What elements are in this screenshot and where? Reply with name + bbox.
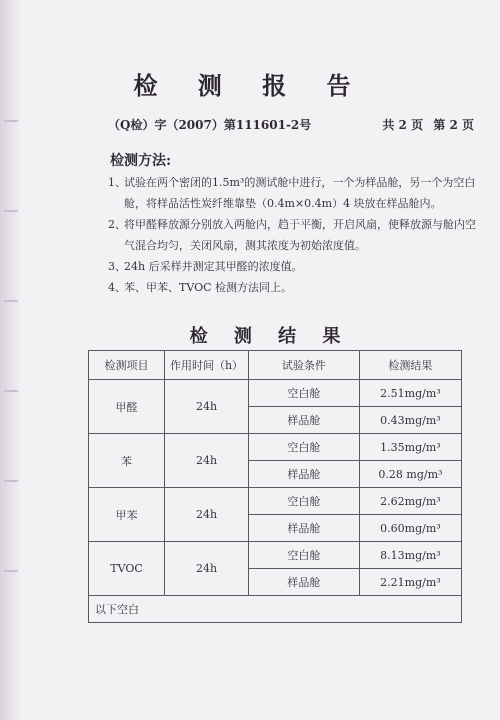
duration: 24h xyxy=(165,542,249,596)
page-info xyxy=(376,116,474,133)
test-item: 甲醛 xyxy=(89,380,165,434)
report-title: 检 测 报 告 xyxy=(133,71,367,100)
table-row xyxy=(89,434,462,461)
result-value: 0.43mg/m³ xyxy=(359,407,461,434)
condition: 样品舱 xyxy=(248,407,359,434)
result-value: 1.35mg/m³ xyxy=(359,434,461,461)
duration: 24h xyxy=(165,380,249,434)
method-item-number: 1、 xyxy=(108,176,126,189)
results-heading: 检 测 结 果 xyxy=(189,326,351,347)
header-condition: 试验条件 xyxy=(248,351,359,380)
method-heading: 检测方法: xyxy=(110,153,172,169)
method-item-number: 4、 xyxy=(108,281,126,294)
duration: 24h xyxy=(165,434,249,488)
method-item xyxy=(108,214,480,256)
method-item-text: 将甲醛释放源分别放入两舱内，趋于平衡，开启风扇，使释放源与舱内空 xyxy=(124,218,476,231)
method-item-text: 苯、甲苯、TVOC 检测方法同上。 xyxy=(124,281,293,294)
condition: 空白舱 xyxy=(248,380,359,407)
table-row xyxy=(89,542,462,569)
method-item-text: 24h 后采样并测定其甲醛的浓度值。 xyxy=(124,260,303,273)
results-table xyxy=(88,350,462,623)
method-item xyxy=(108,277,480,298)
method-item-number: 3、 xyxy=(108,260,126,273)
table-footer-row xyxy=(89,596,462,623)
result-value: 0.28 mg/m³ xyxy=(359,461,461,488)
page-current: 第 2 页 xyxy=(433,118,474,132)
test-item: 苯 xyxy=(89,434,165,488)
table-header-row xyxy=(89,351,462,380)
header-time: 作用时间（h） xyxy=(165,351,249,380)
header-item: 检测项目 xyxy=(89,351,165,380)
method-item-text-continued: 舱，将样品活性炭纤维靠垫（0.4m×0.4m）4 块放在样品舱内。 xyxy=(124,197,442,210)
method-item-number: 2、 xyxy=(108,218,126,231)
document-number: （Q检）字（2007）第111601-2号 xyxy=(108,118,312,132)
table-row xyxy=(89,488,462,515)
method-item xyxy=(108,172,480,214)
page-total: 共 2 页 xyxy=(382,118,424,132)
method-item-text-continued: 气混合均匀，关闭风扇，测其浓度为初始浓度值。 xyxy=(124,239,366,252)
result-value: 2.51mg/m³ xyxy=(359,380,461,407)
blank-below-note: 以下空白 xyxy=(89,596,462,623)
condition: 样品舱 xyxy=(248,569,359,596)
result-value: 8.13mg/m³ xyxy=(359,542,461,569)
method-item-text: 试验在两个密闭的1.5m³的测试舱中进行，一个为样品舱，另一个为空白 xyxy=(124,176,476,189)
duration: 24h xyxy=(165,488,249,542)
condition: 样品舱 xyxy=(248,461,359,488)
header-result: 检测结果 xyxy=(359,351,461,380)
condition: 空白舱 xyxy=(248,434,359,461)
condition: 空白舱 xyxy=(248,488,359,515)
condition: 样品舱 xyxy=(248,515,359,542)
table-row xyxy=(89,380,462,407)
test-item: TVOC xyxy=(89,542,165,596)
test-item: 甲苯 xyxy=(89,488,165,542)
condition: 空白舱 xyxy=(248,542,359,569)
result-value: 2.62mg/m³ xyxy=(359,488,461,515)
result-value: 0.60mg/m³ xyxy=(359,515,461,542)
method-item xyxy=(108,256,480,277)
result-value: 2.21mg/m³ xyxy=(359,569,461,596)
